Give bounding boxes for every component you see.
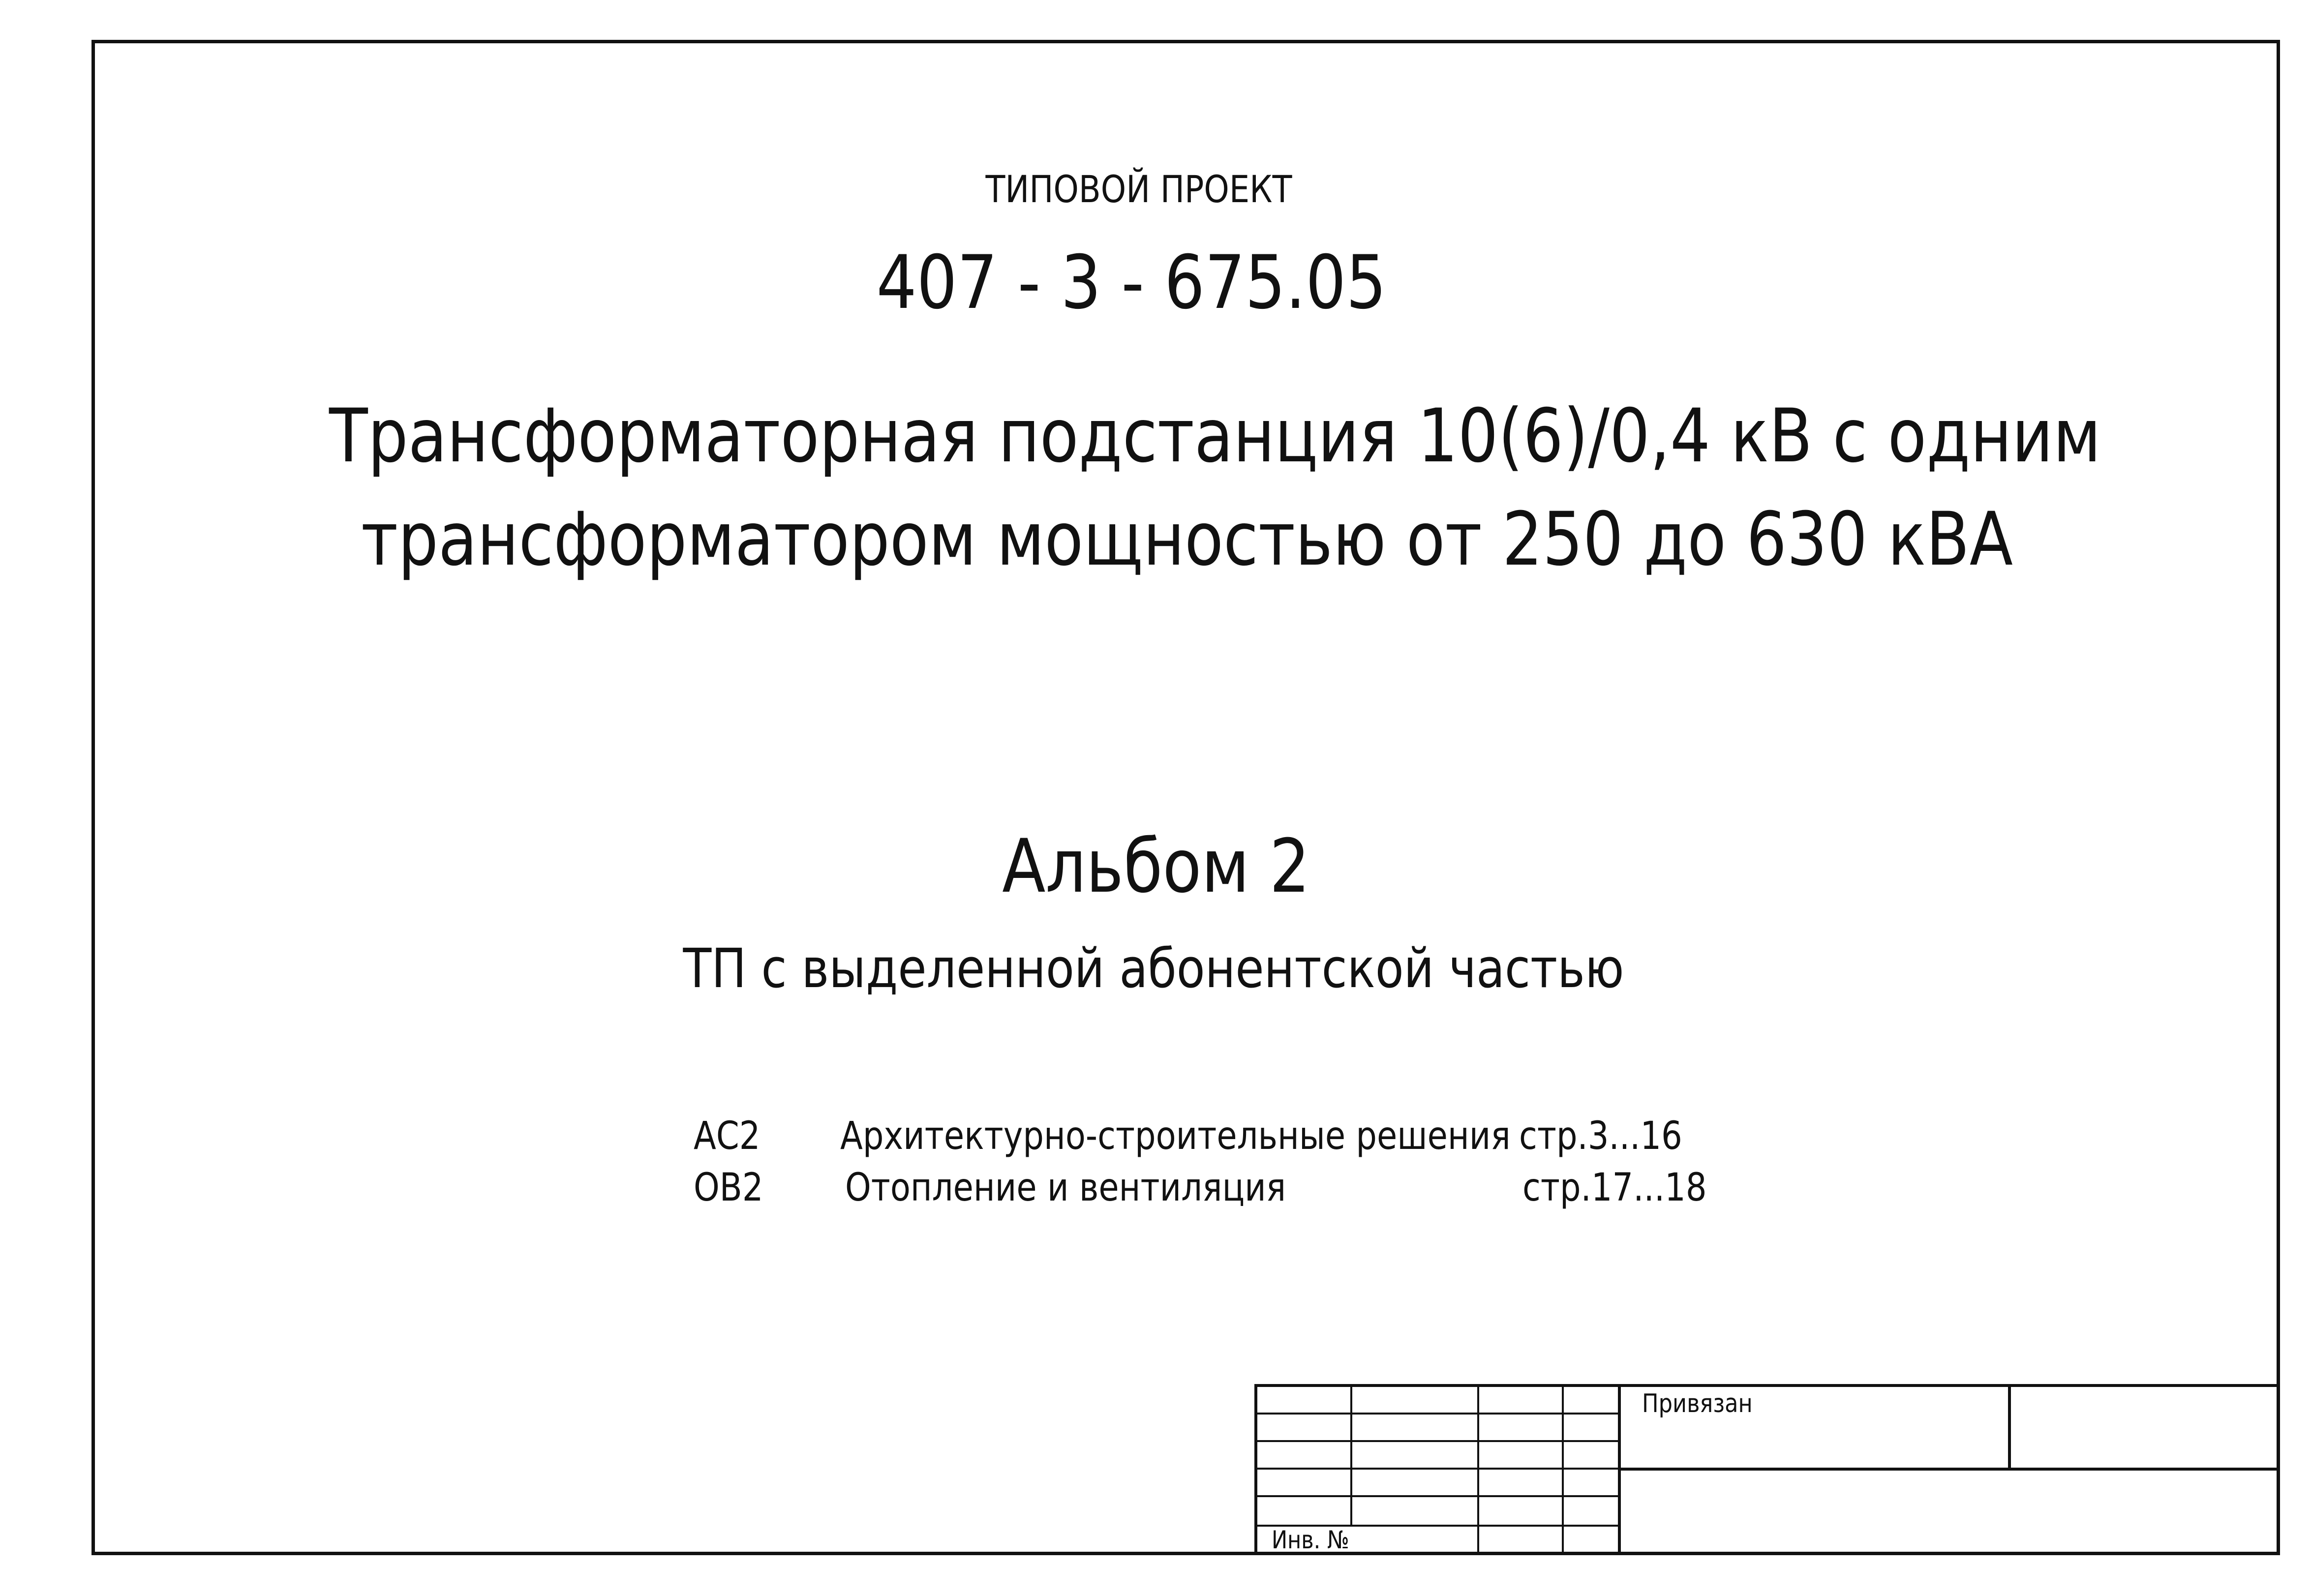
stamp-row-line: [1254, 1468, 1618, 1470]
contents-description: Архитектурно-строительные решения: [840, 1114, 1511, 1158]
stamp-right-row-line: [1618, 1468, 2280, 1471]
contents-description: Отопление и вентиляция: [845, 1166, 1286, 1210]
stamp-inventory-label: Инв. №: [1272, 1526, 1349, 1554]
stamp-col-line: [1477, 1384, 1479, 1555]
stamp-row-line: [1254, 1440, 1618, 1442]
contents-pages: стр.3...16: [1519, 1114, 1682, 1158]
project-number: 407 - 3 - 675.05: [876, 240, 1387, 326]
stamp-col-line: [1350, 1384, 1352, 1527]
stamp-right-divider: [2008, 1384, 2011, 1469]
project-type: ТИПОВОЙ ПРОЕКТ: [985, 167, 1292, 211]
stamp-row-line: [1254, 1413, 1618, 1415]
title-line-2: трансформатором мощностью от 250 до 630 кВА: [361, 497, 2013, 582]
contents-pages: стр.17...18: [1522, 1166, 1707, 1210]
stamp-row-line: [1254, 1495, 1618, 1497]
stamp-top-line: [1254, 1384, 2280, 1387]
title-line-1: Трансформаторная подстанция 10(6)/0,4 кВ с одним: [329, 393, 2101, 479]
stamp-bound-label: Привязан: [1642, 1389, 1753, 1418]
contents-code: ОВ2: [694, 1166, 763, 1210]
album-subtitle: ТП с выделенной абонентской частью: [683, 937, 1624, 1000]
stamp-left-edge: [1254, 1384, 1257, 1555]
contents-code: АС2: [694, 1114, 761, 1158]
stamp-col-line: [1562, 1384, 1564, 1555]
album-name: Альбом 2: [1002, 824, 1310, 909]
